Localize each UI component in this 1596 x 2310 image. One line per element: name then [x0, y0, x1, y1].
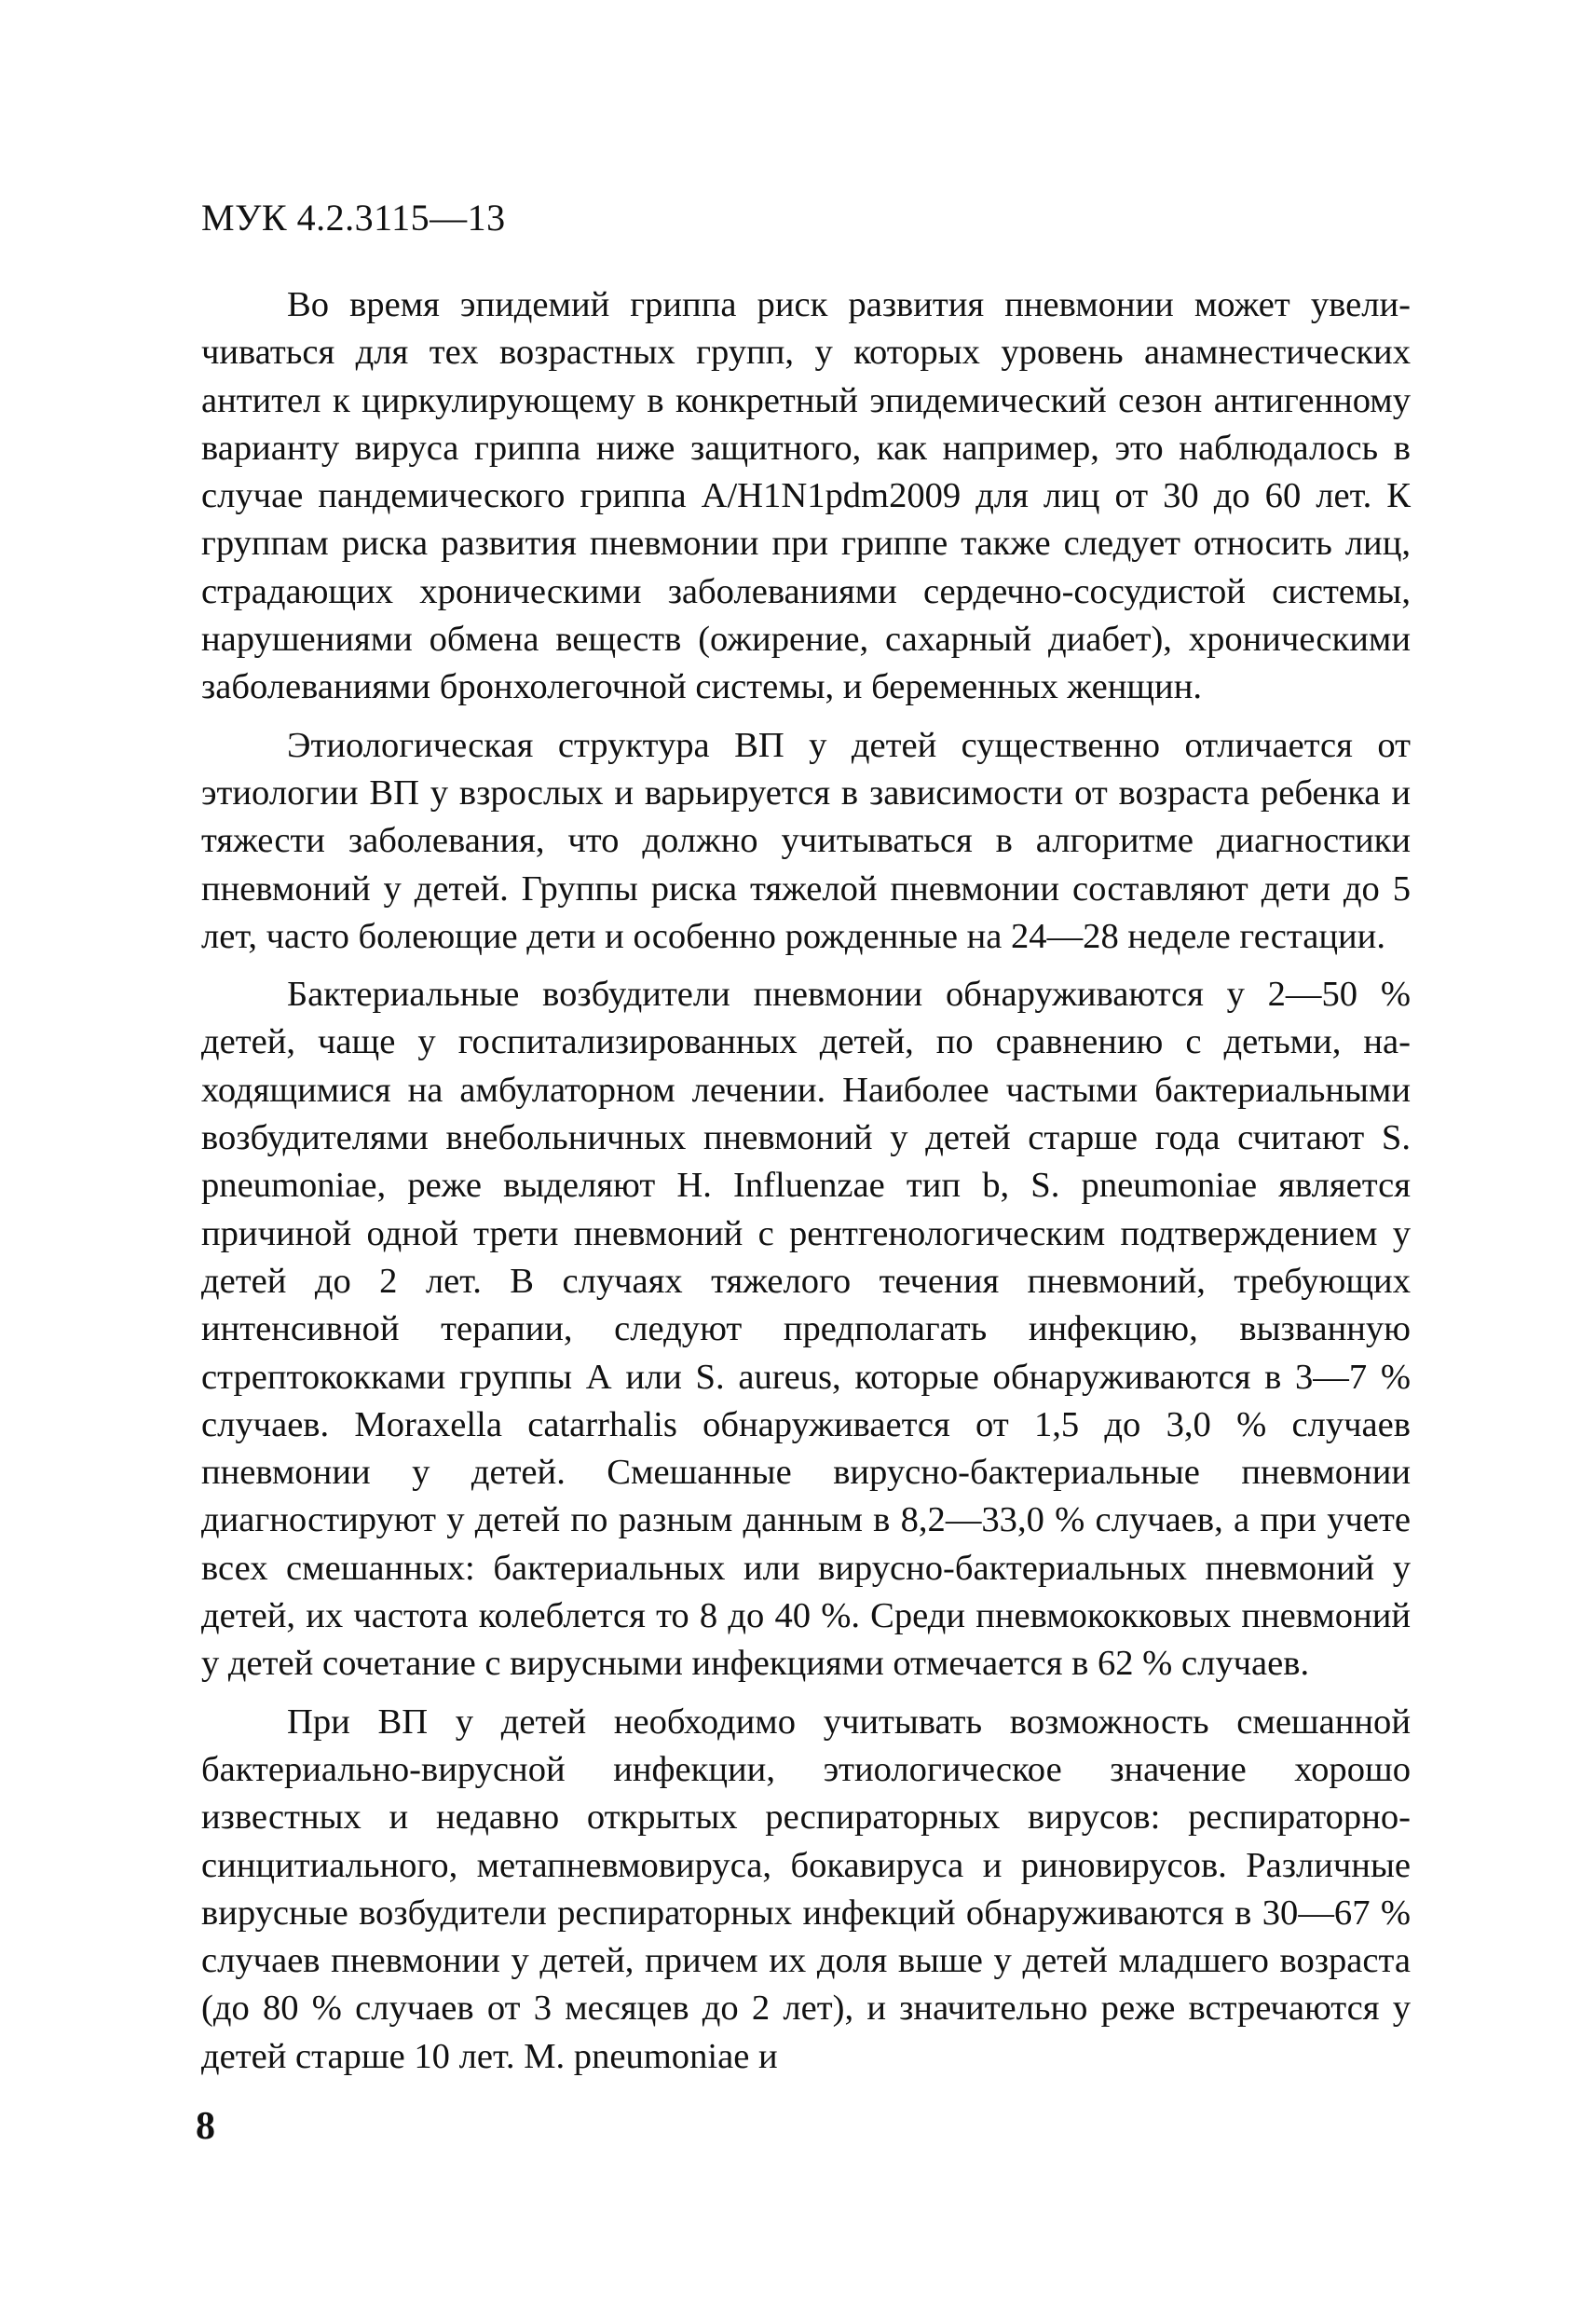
document-code-header: МУК 4.2.3115—13	[201, 197, 506, 239]
body-text	[201, 281, 1411, 2091]
paragraph-mixed-infection: При ВП у детей необходимо учитывать возможность смешанной бактериально-вирусной инфекции, этиологическое значение хорошо известных и недавно открытых респираторных вирусов: респираторно-синцитиального, метапневмовируса, бокавируса и риновирусов. Различные вирусные возбудители респираторных инфекций обнаруживаются в 30—67 % случаев пневмонии у детей, причем их доля выше у детей младшего возраста (до 80 % случаев от 3 месяцев до 2 лет), и значительно реже встречаются у детей старше 10 лет. M. pneumoniae и	[201, 1702, 1411, 2076]
page-number: 8	[196, 2105, 215, 2148]
paragraph-influenza-risk: Во время эпидемий гриппа риск развития пневмонии может увеличиваться для тех возрастных групп, у которых уровень анамнестических антител к циркулирующему в конкретный эпидемический сезон антигенному варианту вируса гриппа ниже защитного, как например, это наблюдалось в случае пандемического гриппа A/H1N1pdm2009 для лиц от 30 до 60 лет. К группам риска развития пневмонии при гриппе также следует относить лиц, страдающих хроническими заболеваниями сердечно-сосудистой системы, нарушениями обмена веществ (ожирение, сахарный диабет), хроническими заболеваниями бронхолегочной системы, и беременных женщин.	[201, 285, 1411, 707]
paragraph-bacterial-pathogens: Бактериальные возбудители пневмонии обнаруживаются у 2—50 % детей, чаще у госпитализированных детей, по сравнению с детьми, находящимися на амбулаторном лечении. Наиболее частыми бактериальными возбудителями внебольничных пневмоний у детей старше года считают S. pneumoniae, реже выделяют H. Influenzae тип b, S. pneumoniae является причиной одной трети пневмоний с рентгенологическим подтверждением у детей до 2 лет. В случаях тяжелого течения пневмоний, требующих интенсивной терапии, следуют предполагать инфекцию, вызванную стрептококками группы А или S. aureus, которые обнаруживаются в 3—7 % случаев. Moraxella catarrhalis обнаруживается от 1,5 до 3,0 % случаев пневмонии у детей. Смешанные вирусно-бактериальные пневмонии диагностируют у детей по разным данным в 8,2—33,0 % случаев, а при учете всех смешанных: бактериальных или вирусно-бактериальных пневмоний у детей, их частота колеблется то 8 до 40 %. Среди пневмококковых пневмоний у детей сочетание с вирусными инфекциями отмечается в 62 % случаев.	[201, 975, 1411, 1684]
paragraph-etiology-children: Этиологическая структура ВП у детей существенно отличается от этиологии ВП у взрослых и варьируется в зависимости от возраста ребенка и тяжести заболевания, что должно учитываться в алгоритме диагностики пневмоний у детей. Группы риска тяжелой пневмонии составляют дети до 5 лет, часто болеющие дети и особенно рожденные на 24—28 неделе гестации.	[201, 725, 1411, 956]
